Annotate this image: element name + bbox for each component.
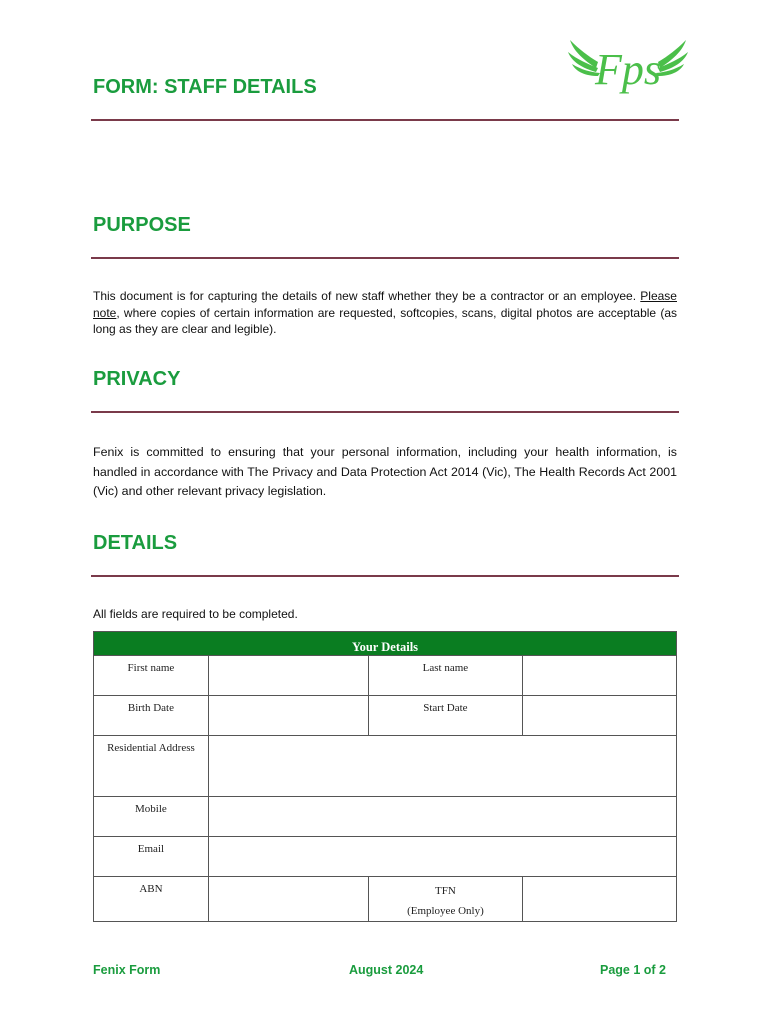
start-date-label: Start Date bbox=[368, 696, 523, 736]
address-label: Residential Address bbox=[94, 736, 209, 797]
abn-label: ABN bbox=[94, 877, 209, 922]
last-name-field[interactable] bbox=[523, 656, 677, 696]
table-header: Your Details bbox=[94, 632, 677, 656]
footer-form-name: Fenix Form bbox=[93, 963, 161, 977]
address-field[interactable] bbox=[208, 736, 676, 797]
purpose-divider bbox=[91, 257, 679, 259]
footer-date: August 2024 bbox=[349, 963, 424, 977]
privacy-text: Fenix is committed to ensuring that your personal information, including your health information, is handled in accordance with The Privacy and Data Protection Act 2014 (Vic), The Health Records Act 2001 (Vic) and other relevant privacy legislation. bbox=[93, 445, 677, 498]
tfn-label-cell bbox=[368, 877, 523, 922]
svg-text:Fps: Fps bbox=[595, 45, 661, 94]
tfn-note: (Employee Only) bbox=[407, 905, 484, 917]
mobile-field[interactable] bbox=[208, 797, 676, 837]
birth-date-field[interactable] bbox=[208, 696, 368, 736]
first-name-label: First name bbox=[94, 656, 209, 696]
details-instruction: All fields are required to be completed. bbox=[93, 607, 298, 621]
page-title: FORM: STAFF DETAILS bbox=[93, 76, 317, 98]
first-name-field[interactable] bbox=[208, 656, 368, 696]
please-note-label: Please note bbox=[93, 289, 677, 320]
title-divider bbox=[91, 119, 679, 121]
tfn-label: TFN bbox=[435, 885, 456, 897]
privacy-heading: PRIVACY bbox=[93, 368, 181, 390]
mobile-label: Mobile bbox=[94, 797, 209, 837]
details-divider bbox=[91, 575, 679, 577]
footer-page-number: Page 1 of 2 bbox=[600, 963, 666, 977]
email-label: Email bbox=[94, 837, 209, 877]
tfn-field[interactable] bbox=[523, 877, 677, 922]
details-heading: DETAILS bbox=[93, 532, 178, 554]
abn-field[interactable] bbox=[208, 877, 368, 922]
purpose-heading: PURPOSE bbox=[93, 214, 191, 236]
privacy-divider bbox=[91, 411, 679, 413]
fenix-logo bbox=[566, 30, 690, 102]
purpose-text: This document is for capturing the details of new staff whether they be a contractor or an employee. Please note, where copies of certain information are requested, softcopies, scans, digital photos are acceptable (as long as they are clear and legible). bbox=[93, 289, 677, 336]
your-details-table bbox=[93, 631, 677, 922]
last-name-label: Last name bbox=[368, 656, 523, 696]
email-field[interactable] bbox=[208, 837, 676, 877]
birth-date-label: Birth Date bbox=[94, 696, 209, 736]
start-date-field[interactable] bbox=[523, 696, 677, 736]
